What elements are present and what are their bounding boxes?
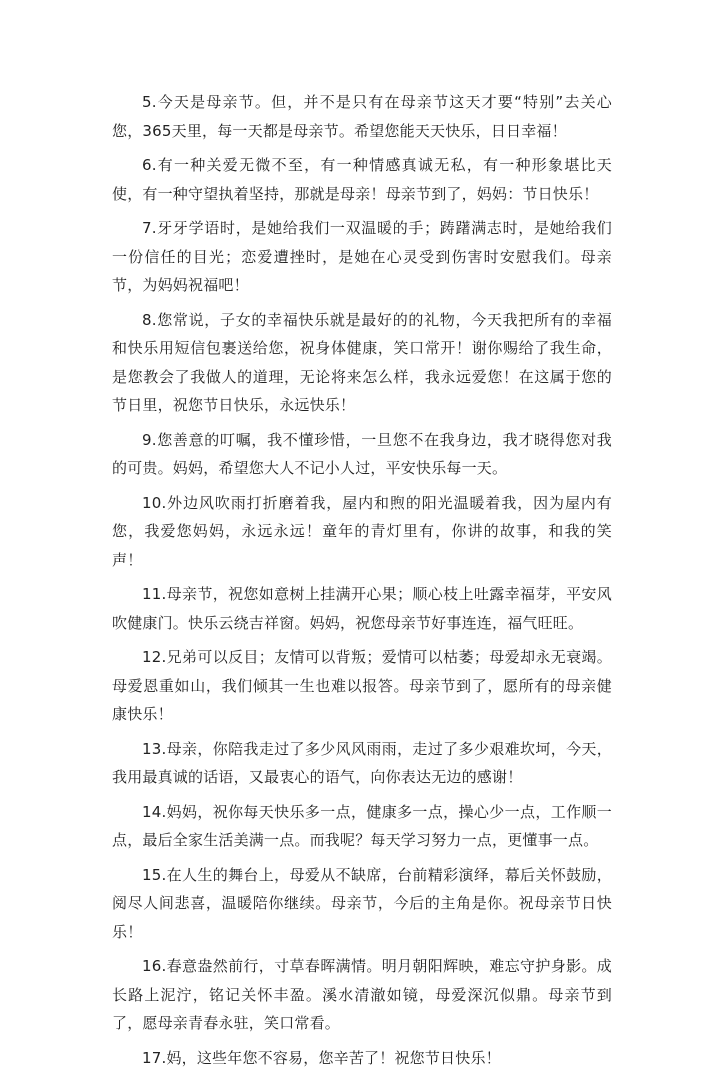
paragraph-13: 13.母亲，你陪我走过了多少风风雨雨，走过了多少艰难坎坷，今天，我用最真诚的话语，又最衷心的语气，向你表达无边的感谢！ [112, 739, 612, 786]
paragraph-9: 9.您善意的叮嘱，我不懂珍惜，一旦您不在我身边，我才晓得您对我的可贵。妈妈，希望您大人不记小人过，平安快乐每一天。 [112, 430, 612, 477]
paragraph-11: 11.母亲节，祝您如意树上挂满开心果；顺心枝上吐露幸福芽，平安风吹健康门。快乐云绕吉祥窗。妈妈，祝您母亲节好事连连，福气旺旺。 [112, 585, 612, 632]
paragraph-16: 16.春意盎然前行，寸草春晖满情。明月朝阳辉映，难忘守护身影。成长路上泥泞，铭记关怀丰盈。溪水清澈如镜，母爱深沉似鼎。母亲节到了，愿母亲青春永驻，笑口常看。 [112, 957, 612, 1032]
paragraph-5: 5.今天是母亲节。但，并不是只有在母亲节这天才要“特别”去关心您，365天里，每一天都是母亲节。希望您能天天快乐，日日幸福！ [112, 93, 612, 140]
document-page [112, 88, 612, 1078]
paragraph-12: 12.兄弟可以反目；友情可以背叛；爱情可以枯萎；母爱却永无衰竭。母爱恩重如山，我们倾其一生也难以报答。母亲节到了，愿所有的母亲健康快乐！ [112, 648, 612, 723]
paragraph-15: 15.在人生的舞台上，母爱从不缺席，台前精彩演绎，幕后关怀鼓励，阅尽人间悲喜，温暖陪你继续。母亲节，今后的主角是你。祝母亲节日快乐！ [112, 865, 612, 941]
paragraph-7: 7.牙牙学语时，是她给我们一双温暖的手；踌躇满志时，是她给我们一份信任的目光；恋爱遭挫时，是她在心灵受到伤害时安慰我们。母亲节，为妈妈祝福吧！ [112, 219, 612, 294]
paragraph-14: 14.妈妈，祝你每天快乐多一点，健康多一点，操心少一点，工作顺一点，最后全家生活美满一点。而我呢？每天学习努力一点，更懂事一点。 [112, 802, 612, 849]
paragraph-8: 8.您常说，子女的幸福快乐就是最好的的礼物，今天我把所有的幸福和快乐用短信包裹送给您，祝身体健康，笑口常开！谢你赐给了我生命，是您教会了我做人的道理，无论将来怎么样，我永远爱您！在这属于您的节日里，祝您节日快乐，永远快乐！ [112, 310, 612, 414]
paragraph-10: 10.外边风吹雨打折磨着我，屋内和煦的阳光温暖着我，因为屋内有您，我爱您妈妈，永远永远！童年的青灯里有，你讲的故事，和我的笑声！ [112, 493, 612, 569]
paragraph-17: 17.妈，这些年您不容易，您辛苦了！祝您节日快乐！ [142, 1048, 501, 1067]
paragraph-6: 6.有一种关爱无微不至，有一种情感真诚无私，有一种形象堪比天使，有一种守望执着坚持，那就是母亲！母亲节到了，妈妈：节日快乐！ [112, 156, 612, 203]
